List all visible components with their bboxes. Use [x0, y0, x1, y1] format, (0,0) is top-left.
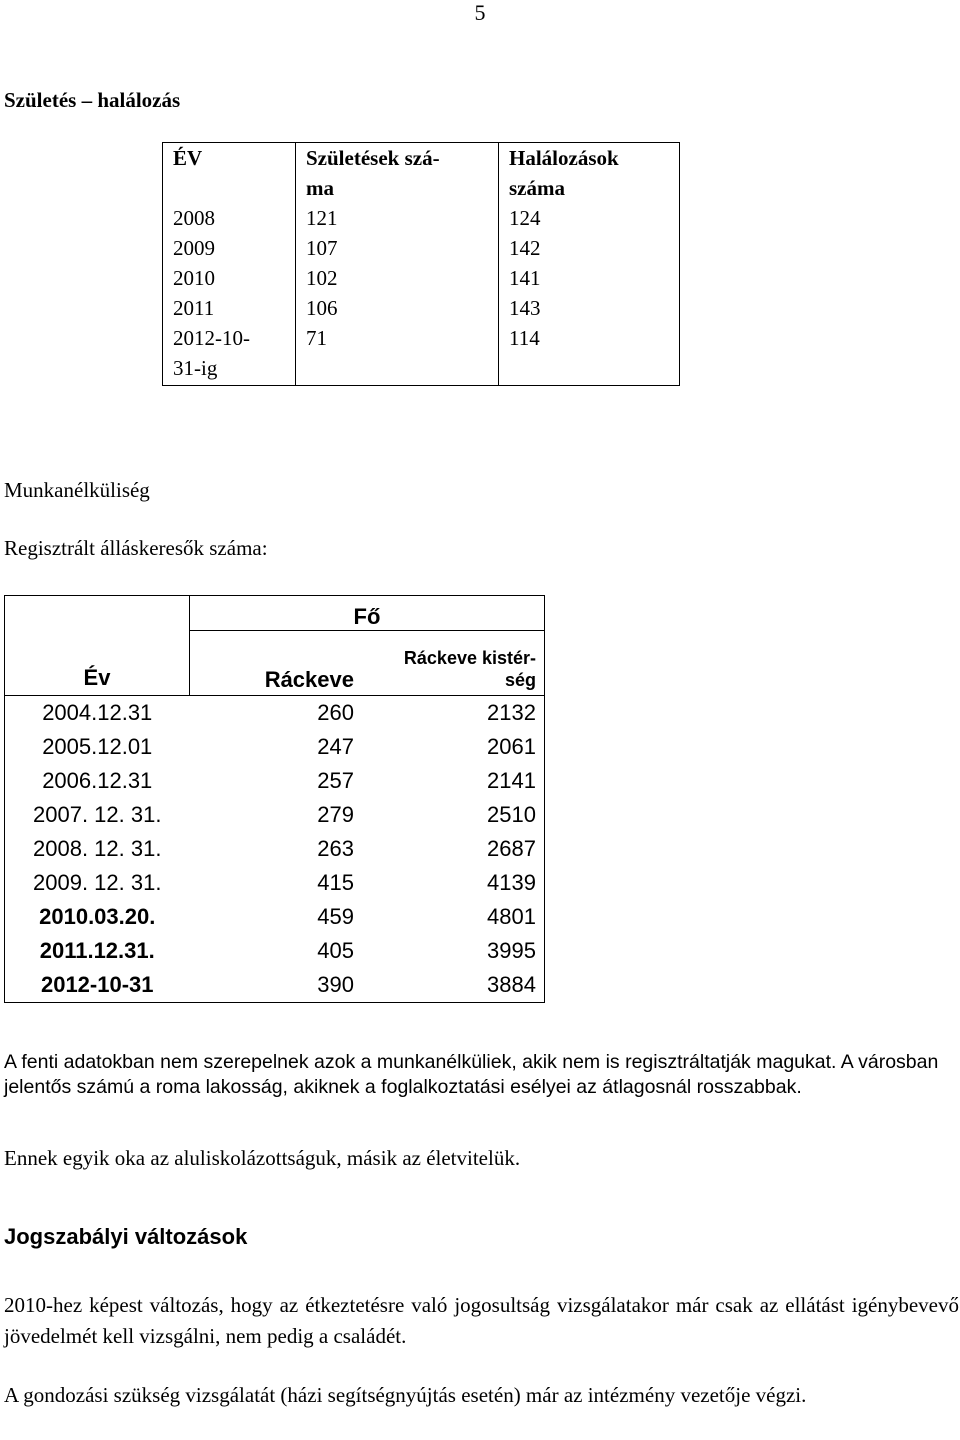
table-row [5, 696, 545, 731]
table-cell-subregion: 3995 [356, 934, 545, 968]
legal-change-paragraph-2: A gondozási szükség vizsgálatát (házi segítségnyújtás esetén) már az intézmény vezetője végzi. [4, 1383, 807, 1407]
table-cell-subregion: 2061 [356, 730, 545, 764]
table-cell-births: 71 [296, 323, 499, 386]
section-title-unemployment: Munkanélküliség [4, 478, 150, 502]
table-row [163, 293, 680, 323]
table-cell-date: 2008. 12. 31. [5, 832, 190, 866]
table-cell-rackeve: 405 [317, 938, 354, 963]
header-year: Év [5, 596, 190, 696]
section-subtitle-jobseekers: Regisztrált álláskeresők száma: [4, 536, 268, 560]
table-cell-rackeve: 390 [190, 968, 357, 1003]
table-row [5, 900, 545, 934]
table-cell-deaths: 142 [499, 233, 680, 263]
table-cell-year: 2010 [163, 263, 296, 293]
table-cell-year: 2011 [163, 293, 296, 323]
table-row [163, 233, 680, 263]
header-deaths: Halálozások száma [499, 143, 680, 204]
table-cell-rackeve: 247 [317, 734, 354, 759]
table-row [163, 323, 680, 386]
table-cell-births: 106 [296, 293, 499, 323]
header-year: ÉV [163, 143, 296, 204]
table-row [5, 968, 545, 1003]
unemployment-note-paragraph: A fenti adatokban nem szerepelnek azok a munkanélküliek, akik nem is regisztráltatják magukat. A városban jelentős számú a roma lakosság, akiknek a foglalkoztatási esélyei az átlagosnál rosszabbak. [4, 1051, 939, 1098]
table-cell-deaths: 143 [499, 293, 680, 323]
section-title-births-deaths: Születés – halálozás [4, 88, 181, 112]
unemployment-table [4, 595, 545, 1003]
header-rackeve-subregion: Ráckeve kistér- ség [356, 631, 545, 696]
table-cell-date: 2004.12.31 [5, 696, 190, 731]
section-title-legal-changes: Jogszabályi változások [4, 1224, 248, 1249]
table-cell-subregion: 3884 [356, 968, 545, 1003]
table-row [5, 832, 545, 866]
table-cell-year: 2008 [163, 203, 296, 233]
table-cell-subregion: 4801 [356, 900, 545, 934]
table-cell-date: 2012-10-31 [5, 968, 190, 1003]
table-cell-date: 2007. 12. 31. [5, 798, 190, 832]
table-cell-rackeve: 257 [317, 768, 354, 793]
table-row [163, 203, 680, 233]
table-group-header-row [5, 596, 545, 631]
table-header-row [163, 143, 680, 204]
table-cell-subregion: 2132 [356, 696, 545, 731]
unemployment-cause-paragraph: Ennek egyik oka az aluliskolázottságuk, másik az életvitelük. [4, 1146, 521, 1170]
header-group-persons: Fő [190, 596, 545, 631]
table-row [5, 866, 545, 900]
table-cell-rackeve: 279 [317, 802, 354, 827]
table-cell-rackeve: 459 [317, 904, 354, 929]
table-row [5, 934, 545, 968]
table-cell-rackeve: 260 [317, 700, 354, 725]
table-cell-deaths: 141 [499, 263, 680, 293]
table-cell-subregion: 2687 [356, 832, 545, 866]
page-number: 5 [474, 0, 486, 25]
table-cell-subregion: 4139 [356, 866, 545, 900]
table-row [5, 730, 545, 764]
table-cell-deaths: 114 [499, 323, 680, 386]
table-cell-year: 2012-10- 31-ig [163, 323, 296, 386]
table-row [5, 798, 545, 832]
births-deaths-table [162, 142, 680, 386]
table-cell-date: 2009. 12. 31. [5, 866, 190, 900]
table-cell-year: 2009 [163, 233, 296, 263]
legal-change-paragraph-1: 2010-hez képest változás, hogy az étkeztetésre való jogosultság vizsgálatakor már csak az ellátást igénybevevő jövedelmét kell vizsgálni, nem pedig a családét. [4, 1293, 959, 1348]
table-cell-subregion: 2141 [356, 764, 545, 798]
table-cell-date: 2011.12.31. [5, 934, 190, 968]
table-cell-date: 2006.12.31 [5, 764, 190, 798]
table-cell-births: 107 [296, 233, 499, 263]
table-cell-subregion: 2510 [356, 798, 545, 832]
table-cell-rackeve: 263 [317, 836, 354, 861]
table-cell-births: 102 [296, 263, 499, 293]
table-cell-date: 2005.12.01 [5, 730, 190, 764]
table-cell-births: 121 [296, 203, 499, 233]
table-cell-rackeve: 415 [317, 870, 354, 895]
table-cell-date: 2010.03.20. [5, 900, 190, 934]
table-row [163, 263, 680, 293]
header-births: Születések szá- ma [296, 143, 499, 204]
table-row [5, 764, 545, 798]
table-cell-deaths: 124 [499, 203, 680, 233]
header-rackeve: Ráckeve [190, 631, 357, 696]
